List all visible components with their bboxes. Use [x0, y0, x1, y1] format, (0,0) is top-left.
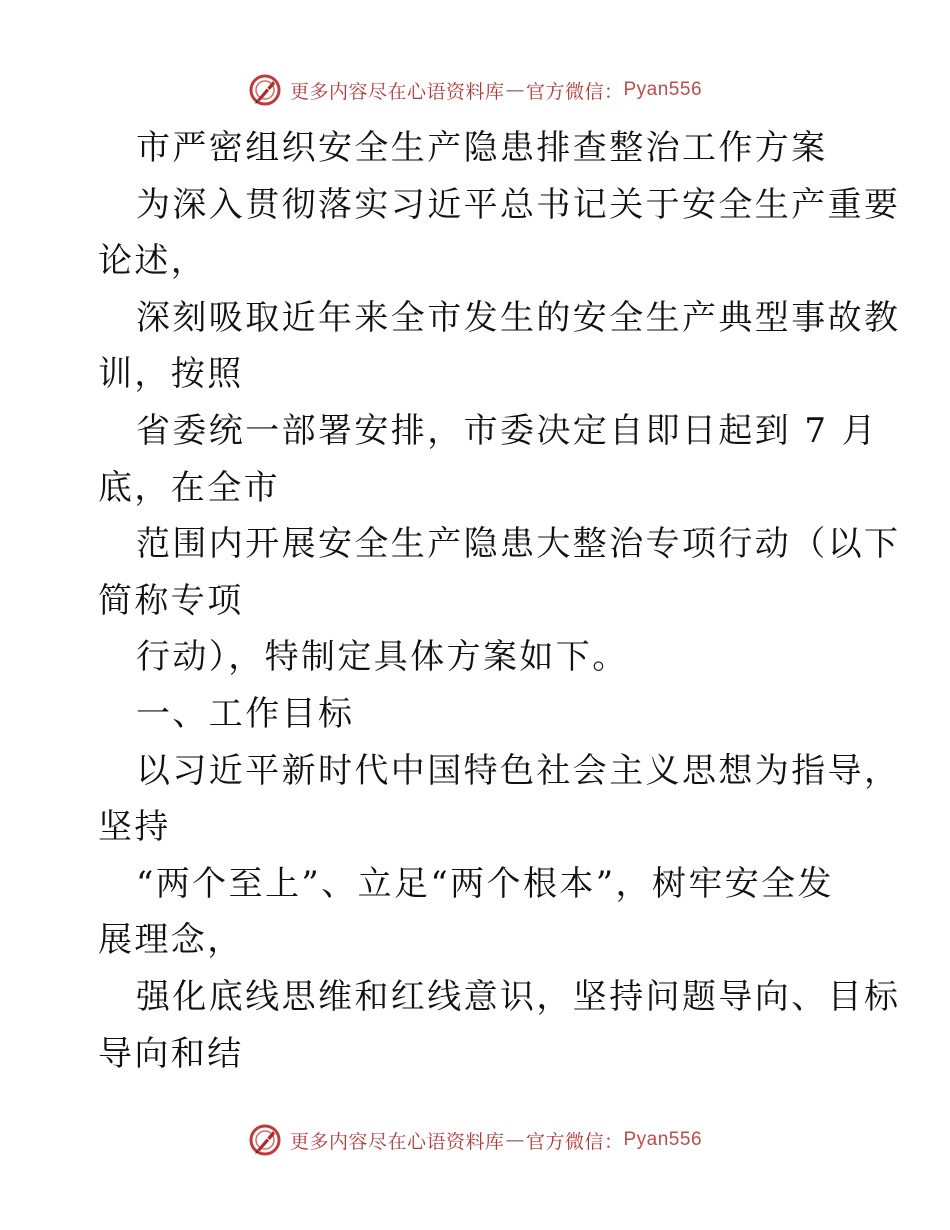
header-wechat-id: Pyan556: [623, 79, 703, 100]
quill-logo-icon: [248, 73, 282, 107]
paragraph-line: 展理念，: [98, 920, 244, 961]
paragraph-line: 导向和结: [98, 1033, 244, 1074]
footer-banner: [0, 1120, 950, 1160]
header-separator: —: [505, 79, 525, 101]
footer-banner-text: [290, 1127, 702, 1154]
paragraph-line: 省委统一部署安排，市委决定自即日起到 7 月: [136, 410, 879, 451]
paragraph-line: 为深入贯彻落实习近平总书记关于安全生产重要: [136, 184, 901, 225]
paragraph-line: 范围内开展安全生产隐患大整治专项行动（以下: [136, 524, 901, 565]
header-banner: [0, 70, 950, 110]
paragraph-line: 坚持: [98, 807, 171, 848]
paragraph-line: 训，按照: [98, 354, 244, 395]
section-heading: 一、工作目标: [136, 693, 355, 734]
paragraph-line: “两个至上”、立足“两个根本”，树牢安全发: [136, 863, 834, 904]
header-banner-text: [290, 77, 702, 104]
footer-site-text: 更多内容尽在心语资料库: [289, 1130, 505, 1153]
footer-wechat-id: Pyan556: [623, 1129, 703, 1150]
header-wechat-label: 官方微信：: [525, 80, 624, 103]
paragraph-line: 强化底线思维和红线意识，坚持问题导向、目标: [136, 976, 901, 1017]
footer-wechat-label: 官方微信：: [525, 1130, 624, 1153]
paragraph-line: 简称专项: [98, 580, 244, 621]
paragraph-line: 深刻吸取近年来全市发生的安全生产典型事故教: [136, 297, 901, 338]
document-body: [98, 120, 901, 1082]
header-site-text: 更多内容尽在心语资料库: [289, 80, 505, 103]
paragraph-line: 底，在全市: [98, 467, 280, 508]
paragraph-line: 以习近平新时代中国特色社会主义思想为指导，: [136, 750, 901, 791]
paragraph-line: 论述，: [98, 241, 208, 282]
footer-separator: —: [505, 1129, 525, 1151]
paragraph-line: 行动），特制定具体方案如下。: [136, 637, 629, 678]
document-title: 市严密组织安全生产隐患排查整治工作方案: [136, 128, 828, 168]
quill-logo-icon: [248, 1123, 282, 1157]
